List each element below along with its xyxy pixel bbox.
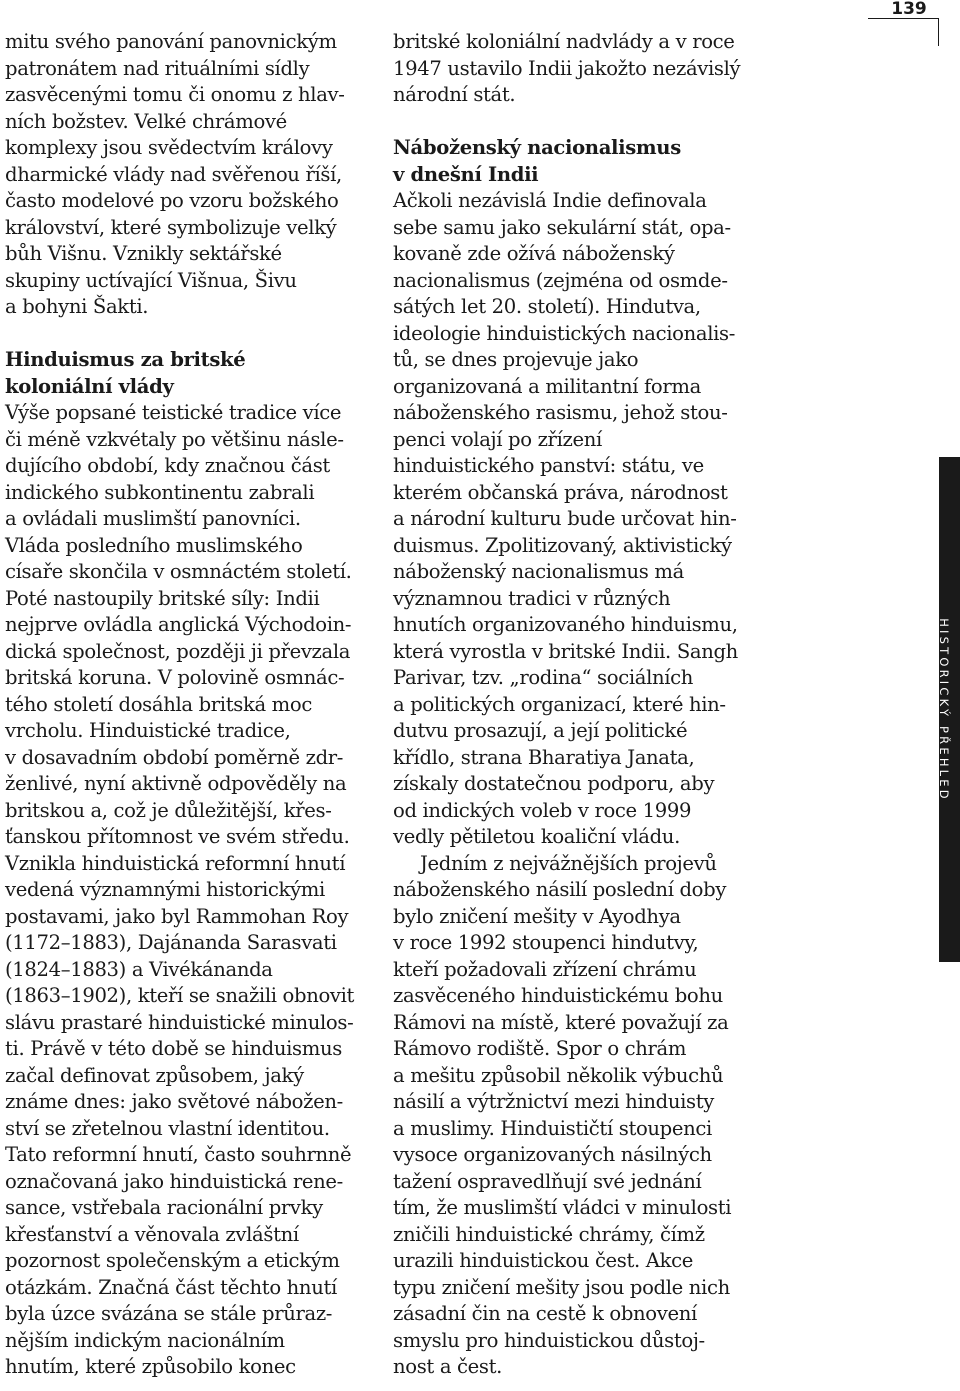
text-line: vedená významnými historickými [5,878,325,901]
text-line: vysoce organizovaných násilných [393,1143,712,1166]
text-line: zasvěcenými tomu či onomu z hlav- [5,83,345,106]
left-column [5,29,377,1381]
section-heading-colonial [5,347,377,400]
text-line: národní stát. [393,83,516,106]
text-line: (1172–1883), Dajánanda Sarasvati [5,931,337,954]
text-line: křídlo, strana Bharatiya Janata, [393,745,695,769]
text-line: nost a čest. [393,1355,503,1378]
text-line: nejprve ovládla anglická Východoin- [5,613,352,636]
text-line: křesťanství a věnovala zvláštní [5,1222,299,1246]
text-line: a národní kulturu bude určovat hin- [393,507,737,530]
text-line: nějším indickým nacionálním [5,1328,285,1352]
text-line: (1863–1902), kteří se snažili obnovit [5,984,355,1007]
text-line: Hinduismus za britské [5,348,246,371]
text-line: sátých let 20. století). Hindutva, [393,295,701,318]
intro-paragraph [393,29,765,109]
text-line: v roce 1992 stoupenci hindutvy, [393,931,699,954]
text-line: zásadní čin na cestě k obnovení [393,1302,697,1325]
text-line: ideologie hinduistických nacionalis- [393,321,736,345]
text-line: ťanskou přítomnost ve svém středu. [5,825,350,848]
text-line: kteří požadovali zřízení chrámu [393,957,697,981]
text-line: bůh Višnu. Vznikly sektářské [5,242,282,265]
text-line: kovaně zde ožívá náboženský [393,242,675,265]
text-line: náboženský nacionalismus má [393,560,684,583]
text-line: která vyrostla v britské Indii. Sangh [393,639,738,663]
text-line: britská koruna. V polovině osmnác- [5,666,345,689]
text-line: Rámovo rodiště. Spor o chrám [393,1037,687,1060]
ayodhya-paragraph [393,851,765,1381]
text-line: hinduistického panství: státu, ve [393,454,704,477]
text-line: duismus. Zpolitizovaný, aktivistický [393,533,732,557]
text-line: Poté nastoupily britské síly: Indii [5,586,320,610]
text-line: Výše popsané teistické tradice více [5,401,342,424]
paragraph-gap [393,109,765,136]
intro-paragraph [5,29,377,321]
text-line: nacionalismus (zejména od osmde- [393,268,728,292]
paragraph-gap [5,321,377,348]
text-line: získaly dostatečnou podporu, aby [393,772,715,795]
text-line: britské koloniální nadvlády a v roce [393,30,735,53]
text-line: ních božstev. Velké chrámové [5,109,287,133]
text-line: a ovládali muslimští panovníci. [5,507,301,530]
text-line: ti. Právě v této době se hinduismus [5,1037,342,1060]
text-line: (1824–1883) a Vivékánanda [5,957,273,981]
text-line: kterém občanská práva, národnost [393,480,728,504]
text-line: postavami, jako byl Rammohan Roy [5,904,349,928]
text-line: zničili hinduistické chrámy, čímž [393,1222,705,1246]
text-line: tů, se dnes projevuje jako [393,348,639,371]
text-line: dujícího období, kdy značnou část [5,454,330,477]
text-line: sebe samu jako sekulární stát, opa- [393,215,731,239]
text-line: označovaná jako hinduistická rene- [5,1169,343,1193]
text-line: či méně vzkvétaly po většinu násle- [5,427,344,451]
text-line: dharmické vlády nad svěřenou říší, [5,162,342,186]
text-line: Vláda posledního muslimského [5,533,303,557]
text-line: císaře skončila v osmnáctém století. [5,560,352,583]
text-line: tažení ospravedlňují své jednání [393,1169,702,1193]
text-line: slávu prastaré hinduistické minulos- [5,1010,354,1034]
text-line: pozornost společenským a etickým [5,1249,340,1272]
text-line: Parivar, tzv. „rodina“ sociálních [393,666,694,689]
text-line: byla úzce svázána se stále průraz- [5,1302,333,1325]
text-line: typu zničení mešity jsou podle nich [393,1275,730,1299]
text-line: hnutích organizovaného hinduismu, [393,613,738,636]
text-line: smyslu pro hinduistickou důstoj- [393,1328,705,1352]
text-line: sance, vstřebala racionální prvky [5,1196,323,1219]
right-column [393,29,765,1381]
page-number: 139 [891,0,927,19]
text-line: skupiny uctívající Višnua, Šivu [5,268,297,292]
text-line: významnou tradici v různých [393,586,671,610]
text-line: penci volají po zřízení [393,427,602,451]
text-line: náboženského násilí poslední doby [393,878,727,901]
text-line: Tato reformní hnutí, často souhrnně [5,1143,352,1166]
text-line: urazili hinduistickou čest. Akce [393,1249,693,1272]
text-line: království, které symbolizuje velký [5,215,337,239]
text-line: v dnešní Indii [393,162,539,186]
text-line: Rámovi na místě, které považují za [393,1010,729,1034]
text-line: začal definovat způsobem, jaký [5,1063,304,1087]
colonial-paragraph [5,400,377,1381]
text-line: Jedním z nejvážnějších projevů [420,851,717,875]
text-line: Náboženský nacionalismus [393,136,681,159]
text-line: od indických voleb v roce 1999 [393,798,692,822]
text-line: náboženského rasismu, jehož stou- [393,401,728,424]
text-line: a politických organizací, které hin- [393,692,726,716]
text-line: vedly pětiletou koaliční vládu. [393,825,680,848]
text-line: dická společnost, později ji převzala [5,639,351,663]
text-line: ství se zřetelnou vlastní identitou. [5,1116,330,1140]
text-line: 1947 ustavilo Indii jakožto nezávislý [393,56,741,80]
text-line: a mešitu způsobil několik výbuchů [393,1063,724,1087]
text-line: tého století dosáhla britská moc [5,692,312,716]
text-line: mitu svého panování panovnickým [5,30,337,53]
text-line: často modelové po vzoru božského [5,189,339,212]
text-line: dutvu prosazují, a její politické [393,719,688,742]
header-rule [868,18,938,19]
text-line: vrcholu. Hinduistické tradice, [5,719,291,742]
text-line: Ačkoli nezávislá Indie definovala [393,189,707,212]
section-heading-nationalism [393,135,765,188]
text-line: Vznikla hinduistická reformní hnutí [5,851,346,875]
text-line: otázkám. Značná část těchto hnutí [5,1275,337,1299]
header-corner-rule [938,18,939,46]
text-line: bylo zničení mešity v Ayodhya [393,904,681,928]
text-line: komplexy jsou svědectvím královy [5,136,333,159]
text-line: násilí a výtržnictví mezi hinduisty [393,1090,714,1113]
text-line: a bohyni Šakti. [5,295,149,318]
text-line: indického subkontinentu zabrali [5,480,315,504]
text-line: a muslimy. Hinduističtí stoupenci [393,1116,712,1140]
text-line: ženlivé, nyní aktivně odpověděly na [5,772,347,795]
nationalism-paragraph [393,188,765,851]
text-line: britskou a, což je důležitější, křes- [5,798,332,822]
text-line: tím, že muslimští vládci v minulosti [393,1196,732,1219]
text-line: zasvěceného hinduistickému bohu [393,984,723,1007]
text-line: koloniální vlády [5,374,174,398]
section-side-label-text: HISTORICKÝ PŘEHLED [937,618,951,802]
text-line: organizovaná a militantní forma [393,374,701,398]
text-line: v dosavadním období poměrně zdr- [5,745,344,769]
text-line: známe dnes: jako světové nábožen- [5,1090,343,1113]
text-line: hnutím, které způsobilo konec [5,1355,296,1378]
text-line: patronátem nad rituálními sídly [5,56,310,80]
